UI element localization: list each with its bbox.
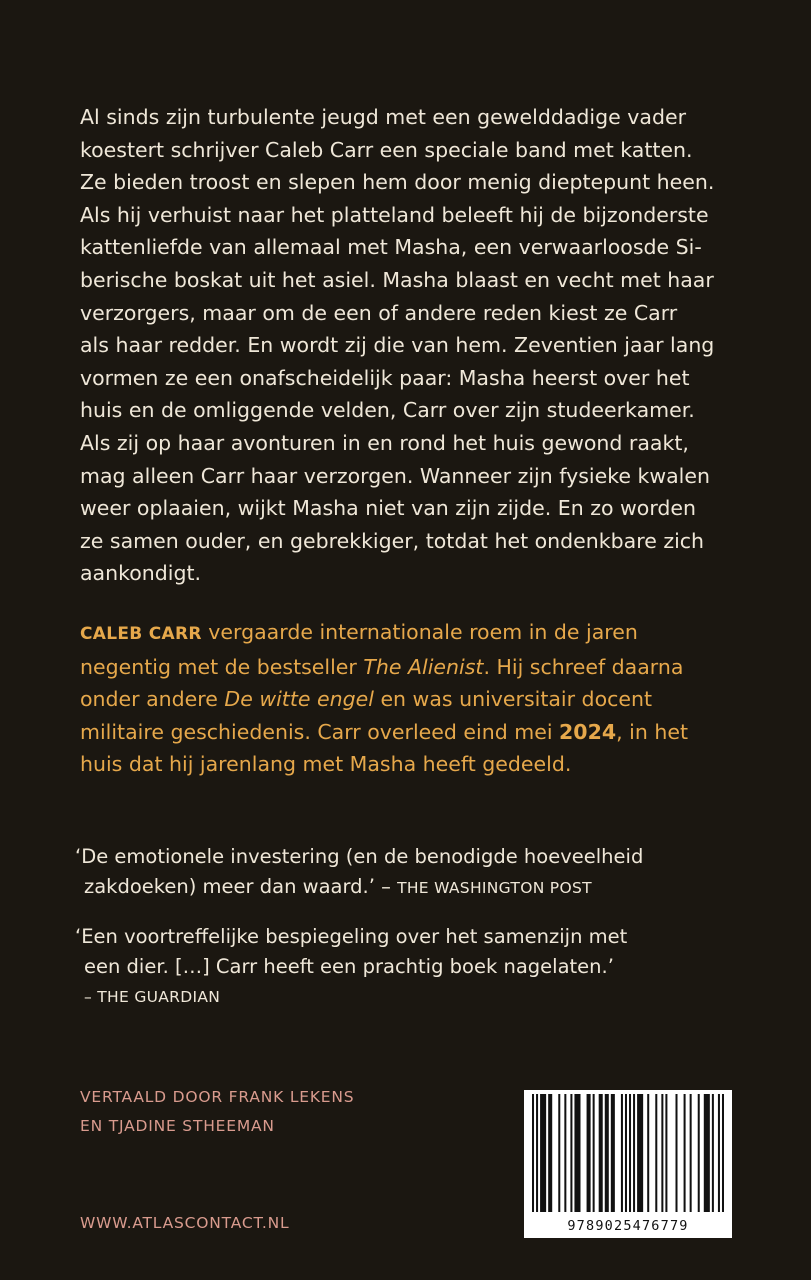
description-line: aankondigt. — [80, 561, 202, 586]
barcode-bar — [587, 1094, 591, 1212]
description-line: koestert schrijver Caleb Carr een speciale band met katten. — [80, 137, 693, 162]
description-line: verzorgers, maar om de een of andere reden kiest ze Carr — [80, 300, 678, 325]
barcode-bar — [558, 1094, 560, 1212]
barcode-bar — [633, 1094, 635, 1212]
isbn-barcode — [524, 1090, 732, 1238]
barcode-bar — [570, 1094, 572, 1212]
description-line: mag alleen Carr haar verzorgen. Wanneer zijn fysieke kwalen — [80, 463, 710, 488]
quote-line: ‘De emotionele investering (en de benodigde hoeveelheid — [75, 845, 644, 868]
author-bio-text: vergaarde internationale roem in de jaren — [201, 620, 638, 644]
barcode-bar — [536, 1094, 538, 1212]
barcode-bar — [661, 1094, 663, 1212]
barcode-bar — [684, 1094, 686, 1212]
barcode-bar — [718, 1094, 720, 1212]
book-title-witte-engel: De witte engel — [224, 687, 374, 712]
barcode-bar — [629, 1094, 631, 1212]
barcode-bar — [675, 1094, 677, 1212]
barcode-bar — [599, 1094, 603, 1212]
description-line: vormen ze een onafscheidelijk paar: Masha heerst over het — [80, 365, 690, 390]
barcode-bar — [548, 1094, 552, 1212]
barcode-bar — [621, 1094, 623, 1212]
author-bio — [80, 616, 740, 781]
description-line: berische boskat uit het asiel. Masha blaast en vecht met haar — [80, 267, 714, 292]
description-line: weer oplaaien, wijkt Masha niet van zijn zijde. En zo worden — [80, 496, 697, 521]
author-name: CALEB CARR — [80, 624, 202, 644]
description-line: Ze bieden troost en slepen hem door menig dieptepunt heen. — [80, 170, 715, 195]
barcode-bar — [532, 1094, 534, 1212]
author-bio-line — [80, 651, 740, 684]
barcode-bar — [611, 1094, 615, 1212]
translator-line: EN TJADINE STHEEMAN — [80, 1117, 275, 1135]
translator-credit — [80, 1083, 354, 1141]
book-title-alienist: The Alienist — [363, 654, 484, 679]
author-bio-line — [80, 683, 740, 716]
barcode-bar — [574, 1094, 580, 1212]
review-quote-guardian — [75, 922, 755, 1012]
barcode-bar — [625, 1094, 627, 1212]
barcode-bar — [665, 1094, 667, 1212]
description-line: ze samen ouder, en gebrekkiger, totdat het ondenkbare zich — [80, 528, 705, 553]
author-bio-text: onder andere — [80, 687, 225, 712]
description-line: Al sinds zijn turbulente jeugd met een gewelddadige vader — [80, 105, 687, 129]
description-line: Als hij verhuist naar het platteland beleeft hij de bijzonderste — [80, 202, 709, 227]
author-bio-text: negentig met de bestseller — [80, 654, 364, 679]
quote-line: een dier. […] Carr heeft een prachtig boek nagelaten.’ — [84, 955, 614, 978]
quote-line: ‘Een voortreffelijke bespiegeling over het samenzijn met — [75, 925, 628, 948]
description-line: Als zij op haar avonturen in en rond het huis gewond raakt, — [80, 430, 689, 455]
author-bio-line: huis dat hij jarenlang met Masha heeft gedeeld. — [80, 752, 572, 777]
review-quote-washington-post — [75, 842, 755, 903]
author-bio-text: . Hij schreef daarna — [483, 654, 684, 679]
death-year: 2024 — [559, 719, 617, 744]
barcode-bar — [655, 1094, 657, 1212]
barcode-bar — [690, 1094, 692, 1212]
quote-line — [75, 872, 755, 903]
quote-source: THE WASHINGTON POST — [397, 879, 592, 897]
description-line: kattenliefde van allemaal met Masha, een verwaarloosde Si- — [80, 235, 702, 260]
barcode-bar — [593, 1094, 595, 1212]
barcode-bar — [712, 1094, 714, 1212]
barcode-bar — [637, 1094, 643, 1212]
author-bio-line — [80, 716, 740, 749]
barcode-bar — [704, 1094, 710, 1212]
book-description — [80, 101, 740, 590]
barcode-bars — [532, 1094, 724, 1212]
author-bio-text: militaire geschiedenis. Carr overleed eind mei — [80, 719, 560, 744]
quote-text: zakdoeken) meer dan waard.’ – — [84, 875, 398, 898]
publisher-website: WWW.ATLASCONTACT.NL — [80, 1214, 290, 1232]
barcode-bar — [722, 1094, 724, 1212]
barcode-bar — [698, 1094, 700, 1212]
quote-source: – THE GUARDIAN — [84, 988, 221, 1006]
description-line: huis en de omliggende velden, Carr over zijn studeerkamer. — [80, 398, 695, 423]
author-bio-line — [80, 616, 740, 651]
isbn-number: 9789025476779 — [567, 1218, 689, 1234]
author-bio-text: en was universitair docent — [373, 687, 653, 712]
barcode-bar — [647, 1094, 649, 1212]
barcode-bar — [540, 1094, 546, 1212]
barcode-bar — [605, 1094, 609, 1212]
author-bio-text: , in het — [616, 719, 688, 744]
description-line: als haar redder. En wordt zij die van hem. Zeventien jaar lang — [80, 333, 715, 358]
barcode-bar — [564, 1094, 566, 1212]
translator-line: VERTAALD DOOR FRANK LEKENS — [80, 1088, 355, 1106]
